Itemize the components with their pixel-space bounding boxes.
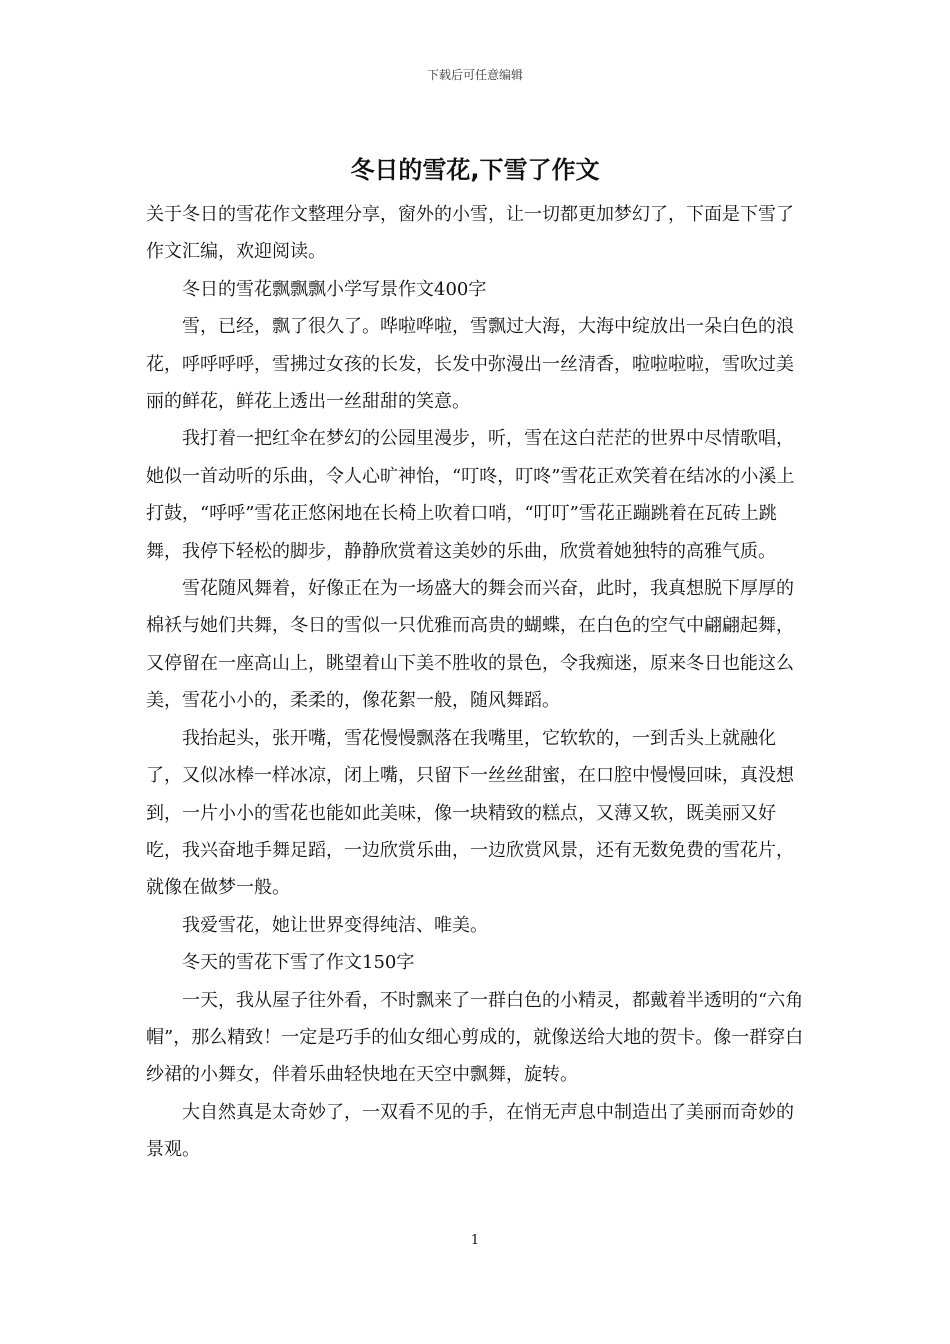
paragraph: 一天，我从屋子往外看，不时飘来了一群白色的小精灵，都戴着半透明的“六角帽”，那么精致！一定是巧手的仙女细心剪成的，就像送给大地的贺卡。像一群穿白纱裙的小舞女，伴着乐曲轻快地在天空中飘舞，旋转。 [146,989,804,1086]
section-heading: 冬日的雪花飘飘飘小学写景作文400字 [182,278,487,300]
document-title: 冬日的雪花,下雪了作文 [350,156,600,184]
paragraph: 雪花随风舞着，好像正在为一场盛大的舞会而兴奋，此时，我真想脱下厚厚的棉袄与她们共舞，冬日的雪似一只优雅而高贵的蝴蝶，在白色的空气中翩翩起舞，又停留在一座高山上，眺望着山下美不胜收的景色，令我痴迷，原来冬日也能这么美，雪花小小的，柔柔的，像花絮一般，随风舞蹈。 [146,578,794,712]
page-number: 1 [470,1233,480,1248]
paragraph: 我打着一把红伞在梦幻的公园里漫步，听，雪在这白茫茫的世界中尽情歌唱，她似一首动听的乐曲，令人心旷神怡，“叮咚，叮咚”雪花正欢笑着在结冰的小溪上打鼓，“呼呼”雪花正悠闲地在长椅上吹着口哨，“叮叮”雪花正蹦跳着在瓦砖上跳舞，我停下轻松的脚步，静静欣赏着这美妙的乐曲，欣赏着她独特的高雅气质。 [146,428,795,562]
paragraph: 我爱雪花，她让世界变得纯洁、唯美。 [182,914,488,936]
document-body [146,196,810,1169]
intro-paragraph: 关于冬日的雪花作文整理分享，窗外的小雪，让一切都更加梦幻了，下面是下雪了作文汇编，欢迎阅读。 [146,204,794,263]
paragraph: 大自然真是太奇妙了，一双看不见的手，在悄无声息中制造出了美丽而奇妙的景观。 [146,1101,794,1161]
paragraph: 雪，已经，飘了很久了。哗啦哗啦，雪飘过大海，大海中绽放出一朵白色的浪花，呼呼呼呼，雪拂过女孩的长发，长发中弥漫出一丝清香，啦啦啦啦，雪吹过美丽的鲜花，鲜花上透出一丝甜甜的笑意。 [146,316,794,413]
header-note: 下载后可任意编辑 [426,68,523,82]
paragraph: 我抬起头，张开嘴，雪花慢慢飘落在我嘴里，它软软的，一到舌头上就融化了，又似冰棒一样冰凉，闭上嘴，只留下一丝丝甜蜜，在口腔中慢慢回味，真没想到，一片小小的雪花也能如此美味，像一块精致的糕点，又薄又软，既美丽又好吃，我兴奋地手舞足蹈，一边欣赏乐曲，一边欣赏风景，还有无数免费的雪花片，就像在做梦一般。 [146,727,794,899]
section-heading: 冬天的雪花下雪了作文150字 [182,952,415,974]
